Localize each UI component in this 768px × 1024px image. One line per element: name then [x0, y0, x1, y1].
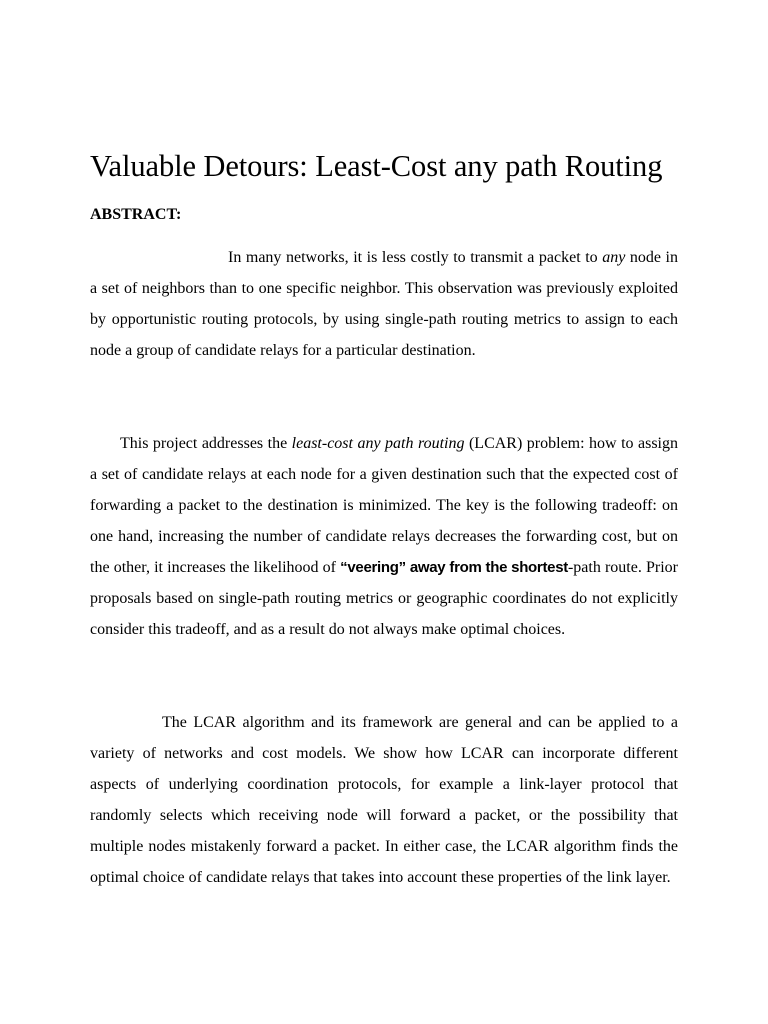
abstract-heading: ABSTRACT:	[90, 206, 182, 223]
paragraph-2-emphasis: least-cost any path routing	[291, 435, 465, 452]
paragraph-2-bold-run: “veering” away from the shortest	[340, 559, 568, 576]
paragraph-1-emphasis: any	[602, 249, 626, 266]
abstract-paragraph-2	[90, 428, 678, 645]
abstract-paragraph-1	[90, 242, 678, 366]
paragraph-1-text-a: In many networks, it is less costly to transmit a packet to	[228, 249, 603, 266]
paper-title: Valuable Detours: Least-Cost any path Routing	[90, 149, 663, 183]
paragraph-2-text-a: This project addresses the	[120, 435, 292, 452]
paragraph-2-text-c: -path route. Prior proposals based on single-path routing metrics or geographic coordinates do not explicitly consider this tradeoff, and as a result do not always make optimal choices.	[90, 559, 679, 638]
paragraph-2-text-b: (LCAR) problem: how to assign a set of candidate relays at each node for a given destination such that the expected cost of forwarding a packet to the destination is minimized. The key is the following tradeoff: on one hand, increasing the number of candidate relays decreases the forwarding cost, but on the other, it increases the likelihood of	[90, 435, 679, 576]
paragraph-1-text-b: node in a set of neighbors than to one specific neighbor. This observation was previously exploited by opportunistic routing protocols, by using single-path routing metrics to assign to each node a group of candidate relays for a particular destination.	[90, 249, 678, 359]
abstract-paragraph-3: The LCAR algorithm and its framework are general and can be applied to a variety of networks and cost models. We show how LCAR can incorporate different aspects of underlying coordination protocols, for example a link-layer protocol that randomly selects which receiving node will forward a packet, or the possibility that multiple nodes mistakenly forward a packet. In either case, the LCAR algorithm finds the optimal choice of candidate relays that takes into account these properties of the link layer.	[90, 714, 678, 886]
